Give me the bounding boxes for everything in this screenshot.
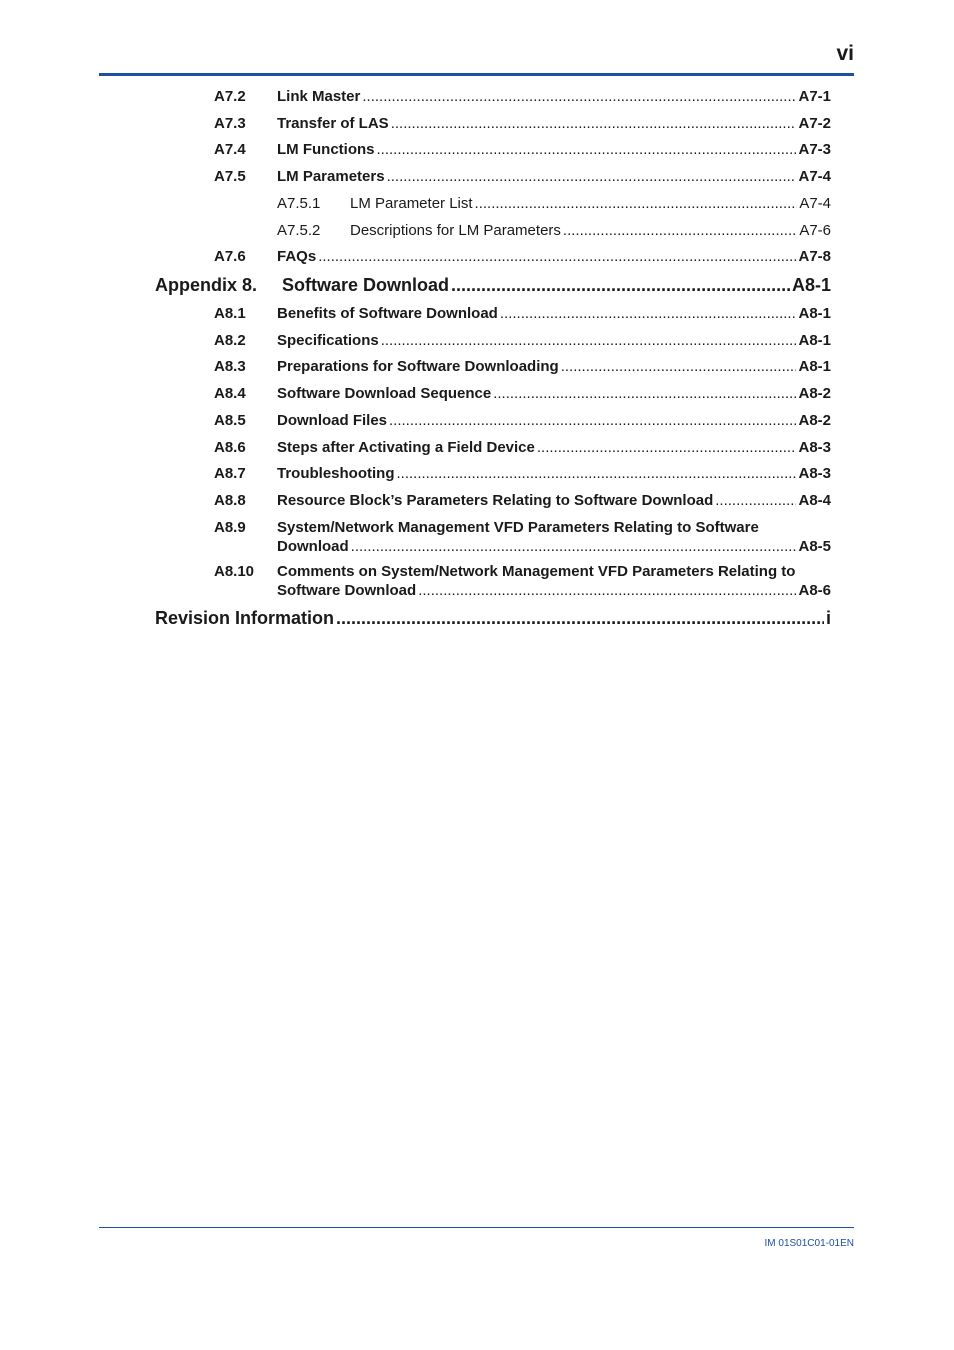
toc-entry-title: Software Download Sequence (277, 385, 492, 402)
toc-entry-number: A7.5 (214, 168, 246, 185)
toc-entry-title: Benefits of Software Download (277, 305, 498, 322)
toc-entry-page: A8-3 (798, 465, 831, 482)
toc-entry-page: A7-8 (798, 248, 831, 265)
toc-entry-title-continued: Download (277, 538, 349, 555)
toc-entry-title: Specifications (277, 332, 379, 349)
document-id: IM 01S01C01-01EN (764, 1238, 854, 1249)
dot-leader (351, 538, 797, 555)
toc-entry-number: A8.10 (214, 563, 255, 580)
toc-entry-number: A8.8 (214, 492, 246, 509)
toc-entry-number: A7.4 (214, 141, 246, 158)
toc-entry-title: Resource Block’s Parameters Relating to Software Download (277, 492, 714, 509)
dot-leader (377, 141, 797, 158)
toc-entry-page: A7-1 (798, 88, 831, 105)
toc-entry-page: A7-4 (798, 168, 831, 185)
toc-entry-number: A8.6 (214, 439, 246, 456)
dot-leader (391, 115, 797, 132)
toc-entry-title: LM Functions (277, 141, 375, 158)
dot-leader (397, 465, 797, 482)
dot-leader (493, 385, 796, 402)
toc-entry-title: Comments on System/Network Management VFD Parameters Relating to (277, 563, 796, 580)
toc-revision-title: Revision Information (155, 608, 335, 628)
toc-entry-number: A7.2 (214, 88, 246, 105)
toc-entry-title: Download Files (277, 412, 388, 429)
dot-leader (563, 222, 797, 239)
toc-entry-page: A8-1 (798, 358, 831, 375)
toc-entry-page: A7-6 (799, 222, 831, 239)
dot-leader (362, 88, 796, 105)
dot-leader (715, 492, 796, 509)
toc-entry-number: A7.6 (214, 248, 246, 265)
page-number: vi (836, 42, 854, 65)
dot-leader (537, 439, 797, 456)
toc-entry-number: A8.5 (214, 412, 246, 429)
dot-leader (418, 582, 796, 599)
toc-entry-number: A7.5.2 (277, 222, 321, 239)
toc-entry-title: Descriptions for LM Parameters (350, 222, 561, 239)
toc-entry-title: System/Network Management VFD Parameters Relating to Software (277, 519, 759, 536)
toc-revision-page: i (825, 608, 831, 628)
toc-entry-title: FAQs (277, 248, 317, 265)
toc-entry-number: A8.7 (214, 465, 246, 482)
toc-entry-page: A8-3 (798, 439, 831, 456)
toc-entry-page: A8-6 (798, 582, 831, 599)
toc-entry-title-continued: Software Download (277, 582, 417, 599)
toc-entry-number: A8.2 (214, 332, 246, 349)
toc-entry-title: Link Master (277, 88, 361, 105)
toc-entry-title: LM Parameters (277, 168, 385, 185)
toc-entry-page: A7-4 (799, 195, 831, 212)
toc-entry-number: A8.4 (214, 385, 246, 402)
toc-entry-number: A7.3 (214, 115, 246, 132)
toc-entry-page: A8-2 (798, 412, 831, 429)
dot-leader (561, 358, 797, 375)
toc-appendix-title: Software Download (282, 275, 450, 295)
dot-leader (387, 168, 797, 185)
dot-leader (336, 608, 824, 629)
toc-entry-title: Transfer of LAS (277, 115, 389, 132)
dot-leader (318, 248, 796, 265)
toc-appendix-number: Appendix 8. (155, 275, 258, 295)
toc-entry-page: A8-2 (798, 385, 831, 402)
toc-entry-title: Troubleshooting (277, 465, 395, 482)
dot-leader (475, 195, 798, 212)
dot-leader (451, 275, 790, 296)
toc-entry-number: A7.5.1 (277, 195, 321, 212)
toc-entry-title: LM Parameter List (350, 195, 473, 212)
header-rule (99, 73, 854, 76)
toc-entry-number: A8.3 (214, 358, 246, 375)
toc-entry-page: A8-4 (798, 492, 831, 509)
toc-entry-page: A8-1 (798, 305, 831, 322)
dot-leader (381, 332, 797, 349)
toc-entry-page: A7-2 (798, 115, 831, 132)
toc-entry-number: A8.9 (214, 519, 246, 536)
dot-leader (389, 412, 796, 429)
toc-entry-title: Steps after Activating a Field Device (277, 439, 535, 456)
toc-entry-page: A8-1 (798, 332, 831, 349)
toc-appendix-page: A8-1 (791, 275, 831, 295)
dot-leader (500, 305, 797, 322)
toc-entry-page: A8-5 (798, 538, 831, 555)
toc-entry-title: Preparations for Software Downloading (277, 358, 559, 375)
footer-rule (99, 1227, 854, 1228)
toc-entry-page: A7-3 (798, 141, 831, 158)
toc-entry-number: A8.1 (214, 305, 246, 322)
